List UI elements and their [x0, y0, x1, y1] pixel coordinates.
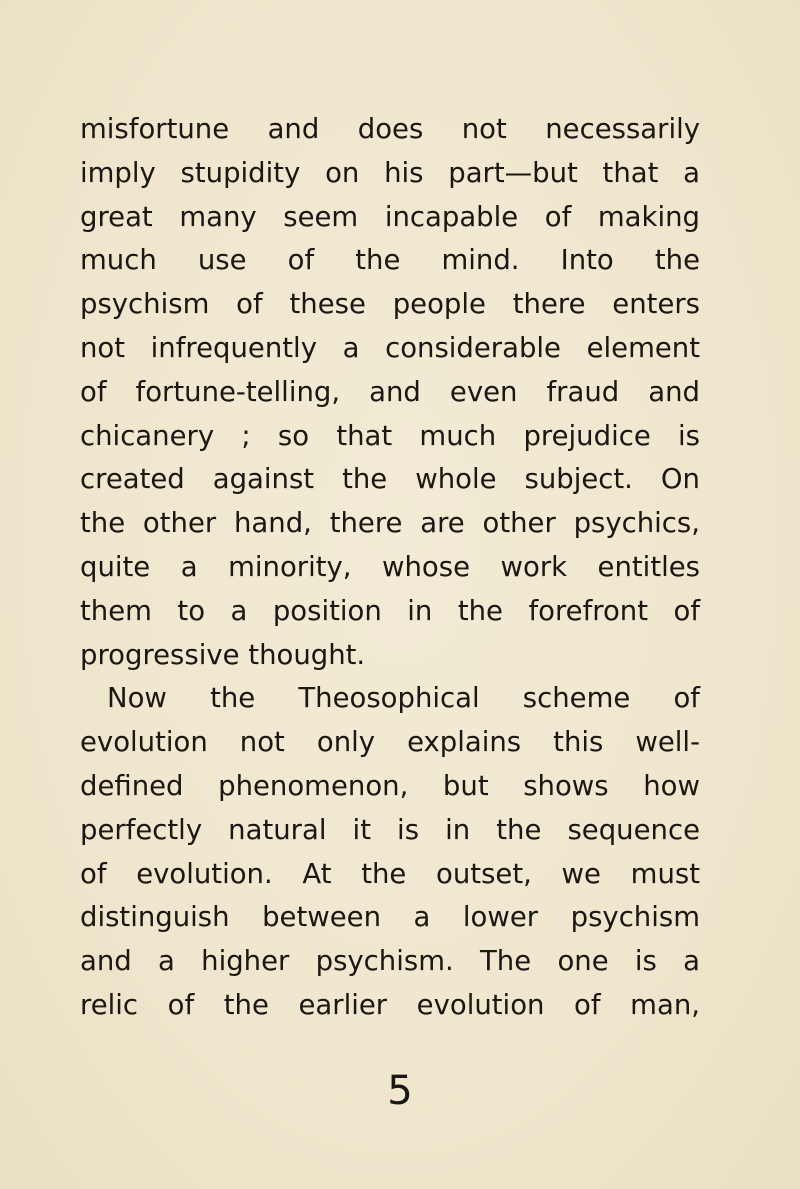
- text-line: perfectly natural it is in the sequence: [80, 813, 700, 846]
- text-line: and a higher psychism. The one is a: [80, 945, 700, 978]
- text-line: imply stupidity on his part—but that a: [80, 156, 700, 189]
- text-line: progressive thought.: [80, 638, 366, 671]
- text-line: evolution not only explains this well-: [80, 726, 700, 759]
- text-line: chicanery ; so that much prejudice is: [80, 419, 700, 452]
- text-line: of fortune-telling, and even fraud and: [80, 375, 700, 408]
- text-line: Now the Theosophical scheme of: [107, 682, 700, 715]
- text-line: them to a position in the forefront of: [80, 594, 700, 627]
- text-line: the other hand, there are other psychics,: [80, 507, 700, 540]
- text-line: of evolution. At the outset, we must: [80, 857, 700, 890]
- text-line: quite a minority, whose work entitles: [80, 550, 700, 583]
- text-line: great many seem incapable of making: [80, 200, 700, 233]
- text-line: defined phenomenon, but shows how: [80, 769, 700, 802]
- text-line: much use of the mind. Into the: [80, 244, 700, 277]
- text-line: psychism of these people there enters: [80, 288, 700, 321]
- paragraph-1: [80, 108, 700, 677]
- text-line: relic of the earlier evolution of man,: [80, 988, 700, 1021]
- page-number: 5: [387, 1068, 413, 1114]
- paragraph-2: [80, 677, 700, 1027]
- text-line: distinguish between a lower psychism: [80, 901, 700, 934]
- text-line: created against the whole subject. On: [80, 463, 700, 496]
- body-text: [80, 108, 700, 1028]
- text-line: not infrequently a considerable element: [80, 331, 700, 364]
- text-line: misfortune and does not necessarily: [80, 113, 700, 145]
